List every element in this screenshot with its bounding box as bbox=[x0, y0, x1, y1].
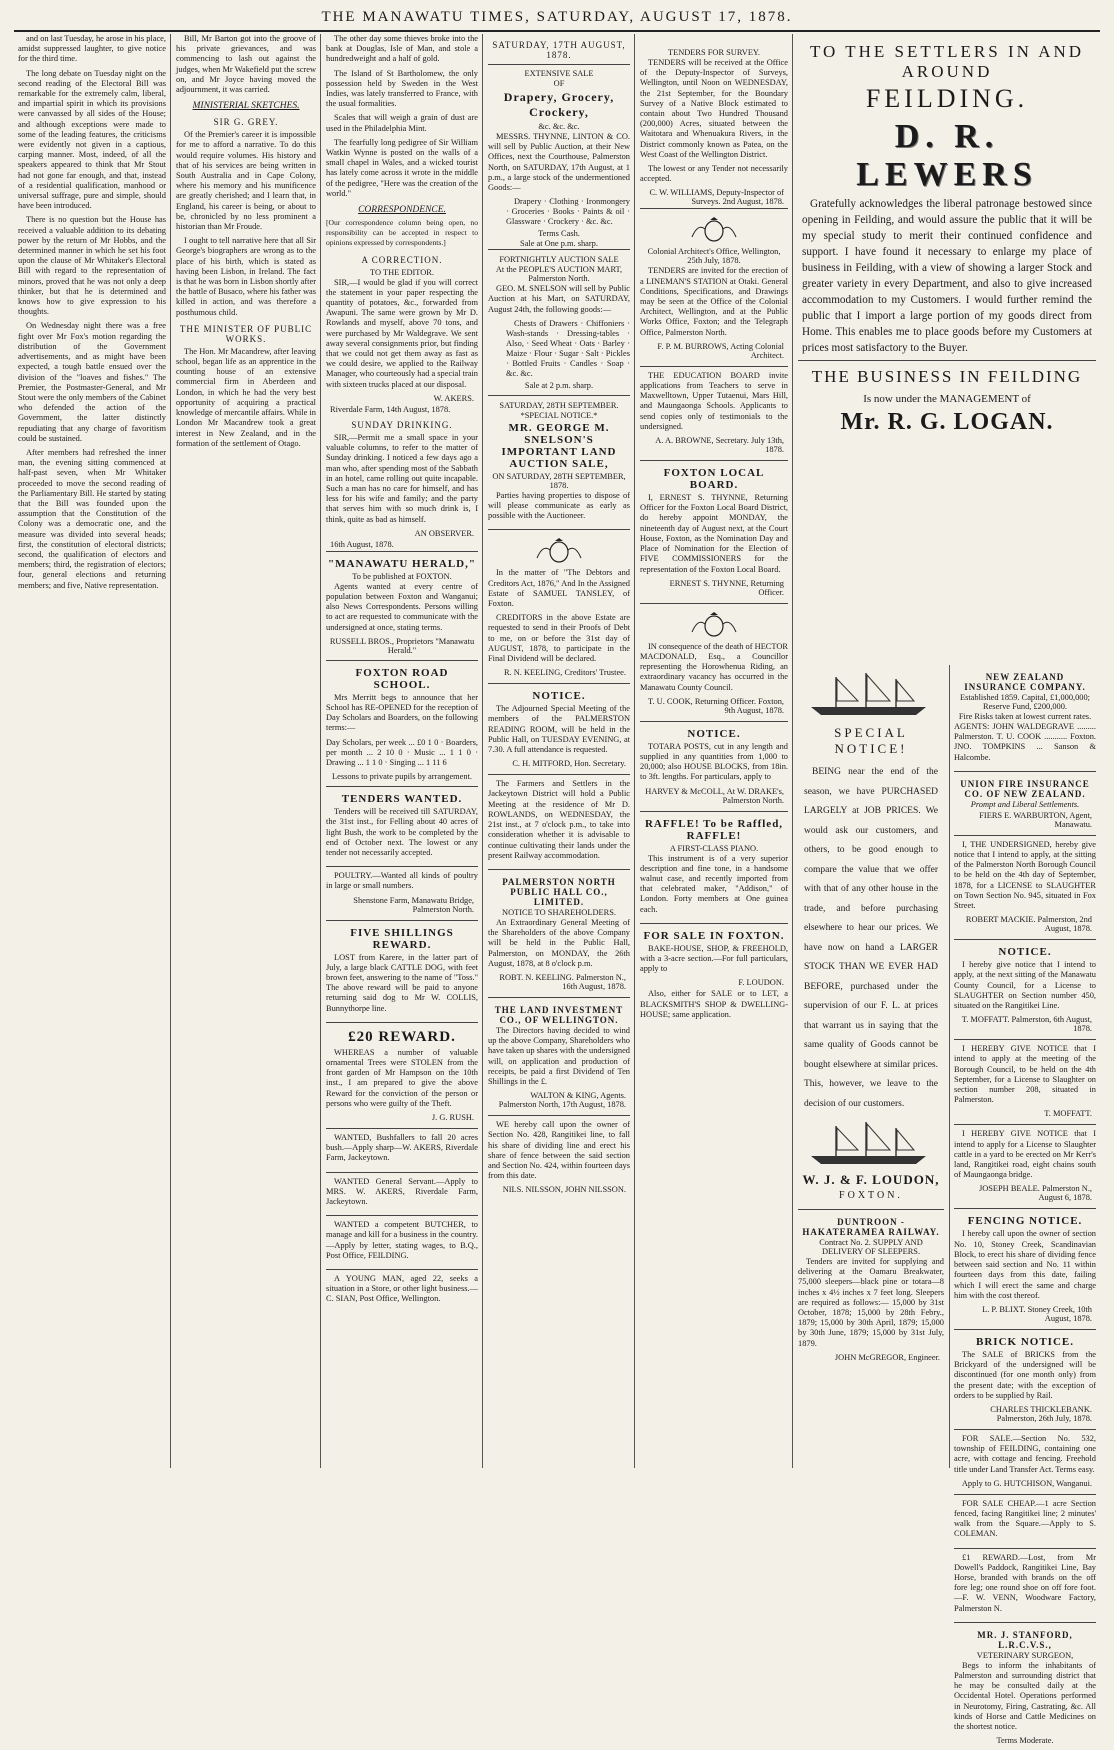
ad-body: Tenders are invited for supplying and delivering at the Oamaru Breakwater, 75,000 sleepers—black pine or totara—8 inches x 4½ inches x 7 feet long. Sleepers are required as follows:— 15,000 by 31st October, 1878; 15,000 by 28th Febry., 1879; 15,000 by 30th April, 1879; 15,000 by 30th June, 1879; 15,000 by 31st July, 1879. bbox=[798, 1257, 944, 1348]
ad-body: Fire Risks taken at lowest current rates. bbox=[958, 712, 1092, 721]
merchant-name: W. J. & F. LOUDON, bbox=[802, 1172, 940, 1187]
letter-signature: AN OBSERVER. bbox=[414, 528, 474, 538]
advertisement bbox=[954, 1494, 1096, 1548]
advertisement bbox=[326, 1269, 478, 1313]
ad-body: THE EDUCATION BOARD invite applications from Teachers to serve in Maxwelltown, Upper Tutaenui, Mars Hill, and Maungaonga Schools. Applicants to send copies only of testimonials to the undersigned. bbox=[640, 370, 788, 431]
ad-signature: ERNEST S. THYNNE, Returning Officer. bbox=[669, 578, 784, 597]
ad-title: "MANAWATU HERALD," bbox=[328, 557, 476, 570]
ad-body: In the matter of "The Debtors and Creditors Act, 1876," And In the Assigned Estate of SAMUEL TANSLEY, of Foxton. bbox=[488, 568, 630, 609]
ad-title: TENDERS FOR SURVEY. bbox=[667, 48, 760, 57]
advertisement bbox=[640, 208, 788, 365]
ad-title: RAFFLE! To be Raffled, RAFFLE! bbox=[644, 817, 784, 842]
notices-column bbox=[950, 665, 1100, 1746]
ad-title: PALMERSTON NORTH PUBLIC HALL CO., LIMITED. bbox=[502, 876, 616, 907]
masthead-title: THE MANAWATU TIMES, SATURDAY, AUGUST 17, 1878. bbox=[321, 9, 793, 25]
ad-title: NOTICE. bbox=[687, 727, 741, 740]
advertisement bbox=[954, 835, 1096, 939]
advertisement bbox=[326, 786, 478, 866]
column-1 bbox=[14, 34, 170, 1468]
ad-signature: JOSEPH BEALE. Palmerston N., August 6, 1878. bbox=[978, 1184, 1092, 1203]
ad-subtitle: To be published at FOXTON. bbox=[352, 571, 452, 581]
advertisement bbox=[954, 665, 1096, 771]
goods-list: Drapery · Clothing · Ironmongery · Groceries · Books · Paints & oil · Glassware · Crockery · &c. &c. bbox=[506, 197, 630, 227]
ad-subtitle: Colonial Architect's Office, Wellington, 25th July, 1878. bbox=[647, 247, 781, 266]
letter-date: 16th August, 1878. bbox=[330, 539, 394, 549]
ad-title: BRICK NOTICE. bbox=[976, 1335, 1074, 1348]
date-heading: SATURDAY, 28TH SEPTEMBER. bbox=[499, 400, 619, 410]
ad-subtitle: VETERINARY SURGEON, bbox=[976, 1650, 1074, 1660]
ad-body: MESSRS. THYNNE, LINTON & CO. will sell by Public Auction, at their New Offices, next the Courthouse, Palmerston North, on SATURDAY, 17th August, at 1 p.m., a large stock of the undermentioned Goods:— bbox=[488, 132, 630, 193]
ad-body: FOR SALE.—Section No. 532, township of FEILDING, containing one acre, with cottage and fencing. Freehold title under Land Transfer Act. Terms easy. bbox=[954, 1433, 1096, 1474]
date-heading: SATURDAY, 17TH AUGUST, 1878. bbox=[492, 40, 626, 60]
advertisement bbox=[326, 1022, 478, 1128]
advertisement bbox=[326, 866, 478, 919]
advertisement bbox=[326, 1172, 478, 1216]
advertisement bbox=[326, 551, 478, 660]
column-divider bbox=[320, 34, 321, 1468]
rule bbox=[798, 360, 1096, 361]
editor-note: [Our correspondence column being open, no responsibility can be accepted in respect to opinions expressed by correspondents.] bbox=[326, 218, 478, 248]
subheading: SIR G. GREY. bbox=[213, 117, 279, 128]
ad-heading: SPECIAL NOTICE! bbox=[834, 725, 908, 756]
advertisement bbox=[640, 811, 788, 923]
ad-body: Begs to inform the inhabitants of Palmerston and surrounding district that he may be consulted daily at the Occidental Hotel. Operations performed in Neurotomy, Firing, Castrating, &c. All kinds of Horse and Cattle Medicines on the shortest notice. bbox=[954, 1660, 1096, 1731]
ad-signature: JOHN McGREGOR, Engineer. bbox=[834, 1352, 940, 1362]
ad-signature: T. MOFFATT. Palmerston, 6th August, 1878. bbox=[961, 1015, 1092, 1034]
ad-body: Also, either for SALE or to LET, a BLACKSMITH'S SHOP & DWELLING-HOUSE; same application. bbox=[640, 989, 788, 1019]
ad-body: WANTED General Servant.—Apply to MRS. W. AKERS, Riverdale Farm, Jackeytown. bbox=[326, 1176, 478, 1207]
paragraph: The Island of St Bartholomew, the only possession held by Sweden in the West Indies, was lately transferred to France, with the usual formalities. bbox=[326, 68, 478, 109]
advertisement bbox=[954, 1208, 1096, 1328]
ad-title: FIVE SHILLINGS REWARD. bbox=[350, 926, 454, 951]
ad-signature: T. U. COOK, Returning Officer. Foxton, 9th August, 1878. bbox=[647, 696, 784, 715]
column-divider bbox=[482, 34, 483, 1468]
advertisement bbox=[954, 939, 1096, 1039]
letter-body: SIR,—Permit me a small space in your valuable columns, to refer to the matter of Sunday drinking. I noticed a few days ago a man who, after spending most of the Sabbath in an hotel, came rolling out quite incapable. Such a man has no care for himself, and has less for his wife and family; and the party that serves him with so much drink is, I think, quite as bad as himself. bbox=[326, 432, 478, 524]
lewers-advertisement bbox=[794, 34, 1100, 664]
ad-body: GEO. M. SNELSON will sell by Public Auction at his Mart, on SATURDAY, August 24th, the following goods:— bbox=[488, 284, 630, 314]
masthead bbox=[14, 4, 1100, 32]
ad-signature: C. H. MITFORD, Hon. Secretary. bbox=[512, 759, 626, 769]
goods-list: Chests of Drawers · Chiffoniers · Wash-stands · Dressing-tables · Also, · Seed Wheat · Oats · Barley · Maize · Flour · Sugar · Salt · Pickles · Bottled Fruits · Candles · Soap · &c. &c. bbox=[506, 318, 630, 378]
ad-signature: ROBERT MACKIE. Palmerston, 2nd August, 1878. bbox=[965, 915, 1092, 934]
ad-body: The Adjourned Special Meeting of the members of the PALMERSTON READING ROOM, will be held in the Public Hall, on TUESDAY EVENING, at 7.30. A full attendance is requested. bbox=[488, 704, 630, 755]
ad-signature: C. W. WILLIAMS, Deputy-Inspector of Surveys. 2nd August, 1878. bbox=[649, 188, 784, 207]
letter-body: SIR,—I would be glad if you will correct the statement in your paper respecting the quantity of potatoes, &c., forwarded from Awapuni. The same were grown by Mr D. Rowlands and myself, above 70 tons, and were purchased by Mr Waldegrave. We sent away several consignments prior, but finding that we could not get them away as fast as we could desire, we applied to the Railway Manager, who courteously had a special train with sixteen trucks placed at our disposal. bbox=[326, 277, 478, 389]
manager-name: Mr. R. G. LOGAN. bbox=[840, 409, 1054, 435]
advertisement bbox=[488, 249, 630, 395]
letter-signature: W. AKERS. bbox=[433, 393, 474, 403]
ad-subtitle: Is now under the MANAGEMENT of bbox=[863, 393, 1031, 405]
advertisement bbox=[640, 923, 788, 1028]
ad-title: FOXTON LOCAL BOARD. bbox=[663, 467, 765, 492]
column-divider bbox=[792, 34, 793, 1468]
paragraph: After members had refreshed the inner man, the evening sitting commenced at half-past seven, when Mr Whitaker proceeded to move the second reading of the Parliamentary Bill. He started by stating that the Bill was founded upon the assumption that the Constitution of the Colony was a democratic one, and the measure was divided into several heads; first, the constitution of electoral districts; second, the qualification of electors and members; third, the registration of electors; four, general elections and returning members; and five, Native representation. bbox=[18, 447, 166, 590]
ad-signature: FIERS E. WARBURTON, Agent, Manawatu. bbox=[979, 810, 1092, 829]
advertisement bbox=[488, 869, 630, 997]
paragraph: The other day some thieves broke into the bank at Douglas, Isle of Man, and stole a hundredweight and a half of gold. bbox=[326, 34, 478, 64]
section-heading: CORRESPONDENCE. bbox=[358, 205, 446, 216]
advertisement bbox=[954, 1039, 1096, 1124]
ad-body: BAKE-HOUSE, SHOP, & FREEHOLD, with a 3-acre section.—For full particulars, apply to bbox=[640, 943, 788, 974]
ad-terms: Terms Cash. bbox=[538, 229, 580, 239]
paragraph: Bill, Mr Barton got into the groove of his private grievances, and was commencing to lash out against the judges, when Mr Wakefield put the screw on, and Mr Joyce having moved the adjournment, it was carried. bbox=[176, 34, 316, 95]
ad-title: UNION FIRE INSURANCE CO. OF NEW ZEALAND. bbox=[960, 778, 1090, 799]
ad-notice: *SPECIAL NOTICE.* bbox=[520, 410, 598, 420]
subheading: THE MINISTER OF PUBLIC WORKS. bbox=[179, 323, 313, 344]
ad-heading: TO THE SETTLERS IN AND AROUND bbox=[809, 42, 1085, 81]
ad-body: A YOUNG MAN, aged 22, seeks a situation in a Store, or other light business.—C. SIAN, Post Office, Wellington. bbox=[326, 1274, 478, 1304]
ship-icon bbox=[806, 671, 936, 717]
ad-signature: F. P. M. BURROWS, Acting Colonial Architect. bbox=[657, 341, 784, 360]
ad-body: I hereby call upon the owner of section No. 10, Stoney Creek, Scandinavian Block, to erect his share of dividing fence between said section and No. 11 within fourteen days from this date, failing which I will erect the same and charge him with the cost thereof. bbox=[954, 1229, 1096, 1300]
ad-body: I HEREBY GIVE NOTICE that I intend to apply for a License to Slaughter cattle in a yard to be erected on Mr Kerr's land, Rangitikei road, eight chains south of Maungaonga bridge. bbox=[954, 1129, 1096, 1180]
ad-signature: F. LOUDON. bbox=[738, 978, 784, 988]
advertisement bbox=[488, 774, 630, 869]
ad-body: I, ERNEST S. THYNNE, Returning Officer for the Foxton Local Board District, do hereby appoint MONDAY, the nineteenth day of August next, at the Court House, Foxton, as the Nomination Day and Place of Nomination for the Election of FIVE COMMISSIONERS for the representation of the Foxton Local Board. bbox=[640, 493, 788, 574]
ad-body: This instrument is of a very superior description and fine tone, in a handsome walnut case, and recently imported from that celebrated maker, "Addison," of London. Forty members at One guinea each. bbox=[640, 853, 788, 914]
ad-signature: Shenstone Farm, Manawatu Bridge, Palmerston North. bbox=[353, 895, 474, 914]
ad-body: An Extraordinary General Meeting of the Shareholders of the above Company will be held in the Public Hall, Palmerston, on MONDAY, the 26th August, 1878, at 8 o'clock p.m. bbox=[488, 917, 630, 968]
ad-body: The Farmers and Settlers in the Jackeytown District will hold a Public Meeting at the residence of Mr D. ROWLANDS, on WEDNESDAY, the 21st inst., at 7 o'clock p.m., to take into consideration whether it is advisable to continue cultivating their lands under the present Railway accommodation. bbox=[488, 779, 630, 860]
rule bbox=[488, 64, 630, 65]
ad-heading: FEILDING. bbox=[865, 84, 1029, 113]
advertisement bbox=[326, 920, 478, 1022]
ad-subtitle: Established 1859. Capital, £1,000,000; Reserve Fund, £200,000. bbox=[959, 693, 1091, 711]
paragraph: The Hon. Mr Macandrew, after leaving school, began life as an apprentice in the counting house of an extensive commercial firm in Aberdeen and London, in which he had the very best opportunity of acquiring a practical knowledge of mercantile affairs. While in London Mr Macandrew took a great interest in New Zealand, and in the formation of the settlement of Otago. bbox=[176, 346, 316, 448]
paragraph: On Wednesday night there was a free fight over Mr Fox's motion regarding the distribution of the Government advertisements, and as might have been expected, a tough battle ensued over the division of the "loaves and fishes." The Premier, the Postmaster-General, and Mr Stout were the only members of the Cabinet who defended the action of the Government, the latter distinctly repudiating that any charge of favoritism could be sustained. bbox=[18, 321, 166, 443]
advertisement bbox=[954, 1622, 1096, 1750]
paragraph: The fearfully long pedigree of Sir William Watkin Wynne is posted on the walls of a small chapel in Wales, and a wicked tourist has lately come across it wrote in the middle of the pedigree, "Here was the creation of the world." bbox=[326, 137, 479, 198]
letter-address: TO THE EDITOR. bbox=[370, 267, 434, 277]
ad-signature: WALTON & KING, Agents. Palmerston North, 17th August, 1878. bbox=[498, 1091, 626, 1110]
ad-date: ON SATURDAY, 28TH SEPTEMBER, 1878. bbox=[492, 471, 626, 490]
advertisement bbox=[954, 1429, 1096, 1494]
ad-signature: ROBT. N. KEELING. Palmerston N., 16th August, 1878. bbox=[499, 972, 626, 991]
ad-subtitle: At the PEOPLE'S AUCTION MART, Palmerston North. bbox=[495, 265, 623, 284]
ad-body: Parties having properties to dispose of will please communicate as early as possible with the Auctioneer. bbox=[488, 490, 630, 521]
advertisement bbox=[954, 771, 1096, 835]
ad-body: I HEREBY GIVE NOTICE that I intend to apply at the meeting of the Borough Council, to be held on the 4th September, for a License to Slaughter on section number 208, situated in Palmerston. bbox=[954, 1044, 1096, 1105]
advertisement bbox=[488, 997, 630, 1115]
merchant-location: FOXTON. bbox=[839, 1190, 903, 1201]
ad-body: Gratefully acknowledges the liberal patronage bestowed since opening in Feilding, and would assure the public that it will be my special study to merit their continued confidence and support. I have found it necessary to enlarge my place of business in Feilding, with a view of showing a larger Stock and greater variety in every Department, and also to give increased accommodation to my Customers. I would further remind the public that I import a large portion of my goods direct from Home. This enables me to place goods before my Customers at prices most satisfactory to the Buyer. bbox=[802, 198, 1092, 354]
ad-title: MR. J. STANFORD, L.R.C.V.S., bbox=[977, 1629, 1073, 1650]
advertisement bbox=[640, 721, 788, 811]
ad-signature: A. A. BROWNE, Secretary. July 13th, 1878. bbox=[655, 436, 784, 455]
ad-body: WANTED a competent BUTCHER, to manage and kill for a business in the country.—Apply by letter, stating wages, to B.Q., Post Office, FEILDING. bbox=[326, 1220, 478, 1260]
advertisement bbox=[488, 529, 630, 683]
section-heading: MINISTERIAL SKETCHES. bbox=[192, 101, 300, 112]
ad-subtitle: Prompt and Liberal Settlements. bbox=[970, 799, 1080, 809]
ad-subtitle: A FIRST-CLASS PIANO. bbox=[669, 843, 759, 853]
ad-title: FENCING NOTICE. bbox=[967, 1215, 1083, 1228]
ad-time: Sale at 2 p.m. sharp. bbox=[524, 380, 594, 390]
ad-signature: L. P. BLIXT. Stoney Creek, 10th August, 1878. bbox=[982, 1304, 1092, 1323]
ad-time: Sale at One p.m. sharp. bbox=[520, 239, 598, 249]
ad-body: Tenders will be received till SATURDAY, the 31st inst., for Felling about 40 acres of light Bush, the work to be completed by the end of October next. The lowest or any tender not necessarily accepted. bbox=[326, 807, 478, 857]
ad-subtitle: &c. &c. &c. bbox=[538, 122, 580, 131]
royal-crest-icon bbox=[684, 217, 744, 243]
ad-signature: Apply to G. HUTCHISON, Wanganui. bbox=[961, 1478, 1092, 1488]
paragraph: Scales that will weigh a grain of dust are used in the Philadelphia Mint. bbox=[326, 113, 478, 133]
advertisement bbox=[954, 1124, 1096, 1208]
ad-body: TOTARA POSTS, cut in any length and supplied in any quantities from 1,000 to 20,000; also HOUSE BLOCKS, from 18in. to 3ft. lengths. For particulars, apply to bbox=[640, 741, 788, 782]
ad-title: £20 REWARD. bbox=[348, 1028, 456, 1045]
ad-body: TENDERS will be received at the Office of the Deputy-Inspector of Surveys, Wellington, until Noon on WEDNESDAY, the 21st September, for the Boundary Survey of a Native Block estimated to contain about Two Hundred Thousand (200,000) Acres, situated between the Waitotara and Whenuakura Rivers, in the District commonly known as Patea, on the West Coast of the Wellington District. bbox=[640, 58, 788, 159]
column-4 bbox=[484, 34, 634, 1468]
ad-body: The SALE of BRICKS from the Brickyard of the undersigned will be discontinued (for one month only) from the present date; with the exception of orders to be supplied by Rail. bbox=[954, 1349, 1096, 1400]
advertisement bbox=[640, 366, 788, 460]
ad-title: MR. GEORGE M. SNELSON'S IMPORTANT LAND AUCTION SALE, bbox=[501, 421, 617, 470]
ad-title: FOXTON ROAD SCHOOL. bbox=[355, 666, 449, 691]
ad-body: LOST from Karere, in the latter part of July, a large black CATTLE DOG, with feet brown feet, answering to the name of "Toss." The above reward will be paid to anyone returning said dog to Mr W. COLLIS, Bunnythorpe line. bbox=[326, 952, 478, 1013]
ad-title: FORTNIGHTLY AUCTION SALE bbox=[499, 255, 619, 265]
ad-body: WHEREAS a number of valuable ornamental Trees were STOLEN from the front garden of Mr Hampson on the 10th inst., I am prepared to give the above Reward for the conviction of the person or persons who were guilty of the Theft. bbox=[326, 1047, 478, 1108]
royal-crest-icon bbox=[529, 538, 589, 564]
ad-body: IN consequence of the death of HECTOR MACDONALD, Esq., a Councillor representing the Horowhenua Riding, an extraordinary vacancy has occurred in the Manawatu County Council. bbox=[640, 641, 788, 692]
advertisement bbox=[954, 1329, 1096, 1429]
ad-body: CREDITORS in the above Estate are requested to send in their Proofs of Debt to me, on or before the 31st day of AUGUST, 1878, to participate in the Final Dividend will be declared. bbox=[488, 613, 630, 664]
ad-signature: RUSSELL BROS., Proprietors "Manawatu Herald." bbox=[329, 636, 475, 655]
ad-footer: Lessons to private pupils by arrangement. bbox=[331, 772, 472, 782]
advertisement bbox=[798, 1209, 944, 1368]
ad-title: THE LAND INVESTMENT CO., OF WELLINGTON. bbox=[494, 1004, 624, 1025]
ad-body: The Directors having decided to wind up the above Company, Shareholders who have taken up shares with the undersigned will, on application and production of receipts, be paid a first Dividend of Ten Shillings in the £. bbox=[488, 1025, 630, 1086]
ad-body: WANTED, Bushfallers to fall 20 acres bush.—Apply sharp—W. AKERS, Riverdale Farm, Jackeytown. bbox=[326, 1133, 478, 1163]
column-divider bbox=[170, 34, 171, 1468]
advertisement bbox=[488, 1115, 630, 1200]
advertisement bbox=[326, 1128, 478, 1172]
agents-list: AGENTS: JOHN WALDEGRAVE ......... Palmerston. T. U. COOK ........... Foxton. JNO. TOMPKINS ... Sanson & Halcombe. bbox=[954, 722, 1096, 762]
ad-body: £1 REWARD.—Lost, from Mr Dowell's Paddock, Rangitikei Line, Bay Horse, branded with brands on the off fore leg; one round shoe on off fore foot.—F. W. VENN, Woodware Factory, Palmerston N. bbox=[954, 1552, 1096, 1613]
ship-icon bbox=[806, 1120, 936, 1166]
advertisement bbox=[326, 660, 478, 786]
ad-signature: R. N. KEELING, Creditors' Trustee. bbox=[503, 668, 626, 678]
paragraph: Of the Premier's career it is impossible for me to afford a narrative. To do this would require volumes. His history and that of his services are being written in South Australia and in Cape Colony, where his memory and his munificence are greatly cherished; and I learn that, in England, his career is being, or about to be, chronicled by no less prominent a historian than Mr Froude. bbox=[176, 130, 316, 232]
ad-signature: NILS. NILSSON, JOHN NILSSON. bbox=[502, 1185, 626, 1195]
paragraph: and on last Tuesday, he arose in his place, amidst suppressed laughter, to give notice for the third time. bbox=[18, 34, 166, 64]
paragraph: There is no question but the House has received a valuable addition to its debating power by the return of Mr Hobbs, and the determined manner in which he set his foot upon the clause of Mr Whitaker's Electoral Bill with regard to the representation of minors, proved that he was not only a deep thinker, but that he is determined and knows how to give expression to his thoughts. bbox=[18, 215, 166, 317]
column-3 bbox=[322, 34, 482, 1468]
ad-body: I hereby give notice that I intend to apply, at the next sitting of the Manawatu County Council, for a License to SLAUGHTER on Section number 450, situated on the Rangitikei Line. bbox=[954, 960, 1096, 1011]
ad-signature: J. G. RUSH. bbox=[431, 1113, 474, 1123]
ad-body: FOR SALE CHEAP.—1 acre Section fenced, facing Rangitikei line; 2 minutes' walk from the Square.—Apply to S. COLEMAN. bbox=[954, 1498, 1096, 1539]
ad-body: POULTRY.—Wanted all kinds of poultry in large or small numbers. bbox=[326, 871, 478, 891]
merchant-name: D. R. LEWERS bbox=[856, 118, 1038, 193]
advertisement bbox=[640, 603, 788, 721]
advertisement bbox=[640, 460, 788, 603]
ad-body: BEING near the end of the season, we have PURCHASED LARGELY at JOB PRICES. We would ask our customers, and others, to be good enough to compare the value that we offer with that of any other house in the trade, and before purchasing elsewhere to hear our prices. We have now on hand a LARGER STOCK THAN WE EVER HAD BEFORE, purchased under the supervision of our F. L. at prices that warrant us in saying that the same quality of Goods cannot be bought elsewhere at similar prices. This, however, we leave to the decision of our customers. bbox=[804, 767, 938, 1109]
ad-title: FOR SALE IN FOXTON. bbox=[643, 929, 785, 942]
ad-footer: Terms Moderate. bbox=[996, 1736, 1054, 1746]
ad-body: I, THE UNDERSIGNED, hereby give notice that I intend to apply, at the sitting of the Palmerston North Borough Council to be held on the 4th day of September, 1878, for a LICENSE to SLAUGHTER on Town Section No. 945, situated in Fox Street. bbox=[954, 839, 1096, 911]
ad-subtitle: Contract No. 2. SUPPLY AND DELIVERY OF SLEEPERS. bbox=[819, 1238, 923, 1256]
advertisement bbox=[488, 395, 630, 530]
ad-signature: CHARLES THICKLEBANK. Palmerston, 26th July, 1878. bbox=[990, 1404, 1092, 1423]
column-divider bbox=[634, 34, 635, 1468]
ad-title: NOTICE. bbox=[998, 946, 1052, 959]
advertisement bbox=[488, 683, 630, 774]
ad-heading: THE BUSINESS IN FEILDING bbox=[811, 367, 1083, 386]
ad-terms: Day Scholars, per week ... £0 1 0 · Boarders, per month ... 2 10 0 · Music ... 1 1 0 · Drawing ... 1 1 0 · Singing ... 1 11 6 bbox=[326, 737, 478, 767]
ad-body: WE hereby call upon the owner of Section No. 428, Rangitikei line, to fall his share of dividing line and erect his share of fence between the said section and Section No. 424, within fourteen days from this date. bbox=[488, 1120, 630, 1181]
ad-signature: T. MOFFATT. bbox=[1044, 1109, 1092, 1119]
ad-body: Agents wanted at every centre of population between Foxton and Wanganui; also News Correspondents. Persons willing to act are requested to communicate with the undersigned at once, stating terms. bbox=[326, 581, 478, 632]
ad-body: The lowest or any Tender not necessarily accepted. bbox=[640, 164, 788, 184]
paragraph: I ought to tell narrative here that all Sir George's biographers are wrong as to the place of his birth, which is stated as having been Lisbon, in Ireland. The fact is that he was born in Lisbon shortly after the battle of Busaco, where his father was killed in action, and was therefore a posthumous child. bbox=[176, 236, 316, 317]
ad-title: TENDERS WANTED. bbox=[341, 793, 463, 806]
ad-title: Drapery, Grocery, Crockery, bbox=[503, 90, 615, 119]
ad-title: DUNTROON - HAKATERAMEA RAILWAY. bbox=[802, 1217, 940, 1237]
ad-title: NOTICE. bbox=[532, 690, 586, 703]
royal-crest-icon bbox=[684, 612, 744, 638]
advertisement bbox=[954, 1548, 1096, 1622]
letter-title: A CORRECTION. bbox=[361, 254, 443, 265]
column-2 bbox=[172, 34, 320, 1468]
ad-body: Mrs Merritt begs to announce that her School has RE-OPENED for the reception of Day Scholars and Boarders, on the following terms:— bbox=[326, 692, 478, 733]
paragraph: The long debate on Tuesday night on the second reading of the Electoral Bill was remarkable for the extremely calm, liberal, and impartial spirit in which its provisions were canvassed by all sides of the House; and although exceptions were made to some of the leading features, the criticisms were evidently not given in a captious, carping manner. Most, indeed, of all the speakers appeared to think that Mr Stout had not gone far enough, and that, instead of a residential qualification, manhood or universal suffrage, pure and simple, should have been introduced. bbox=[18, 68, 166, 211]
column-5 bbox=[636, 34, 792, 1468]
ad-subtitle: NOTICE TO SHAREHOLDERS. bbox=[502, 907, 616, 917]
letter-place: Riverdale Farm, 14th August, 1878. bbox=[330, 404, 451, 414]
loudon-advertisement bbox=[794, 665, 948, 1468]
ad-title: NEW ZEALAND INSURANCE COMPANY. bbox=[964, 672, 1086, 692]
letter-title: SUNDAY DRINKING. bbox=[351, 419, 453, 430]
ad-signature: HARVEY & McCOLL, At W. DRAKE's, Palmerston North. bbox=[645, 786, 784, 805]
ad-subtitle: OF bbox=[553, 79, 565, 88]
ad-body: TENDERS are invited for the erection of a LINEMAN'S STATION at Otaki. General Conditions, Specifications, and Drawings may be seen at the Office of the Colonial Architect, Wellington, and at the Public Works Office, Foxton; and the Telegraph Office, Palmerston North. bbox=[640, 266, 788, 337]
ad-title: EXTENSIVE SALE bbox=[524, 69, 594, 78]
advertisement bbox=[326, 1215, 478, 1269]
